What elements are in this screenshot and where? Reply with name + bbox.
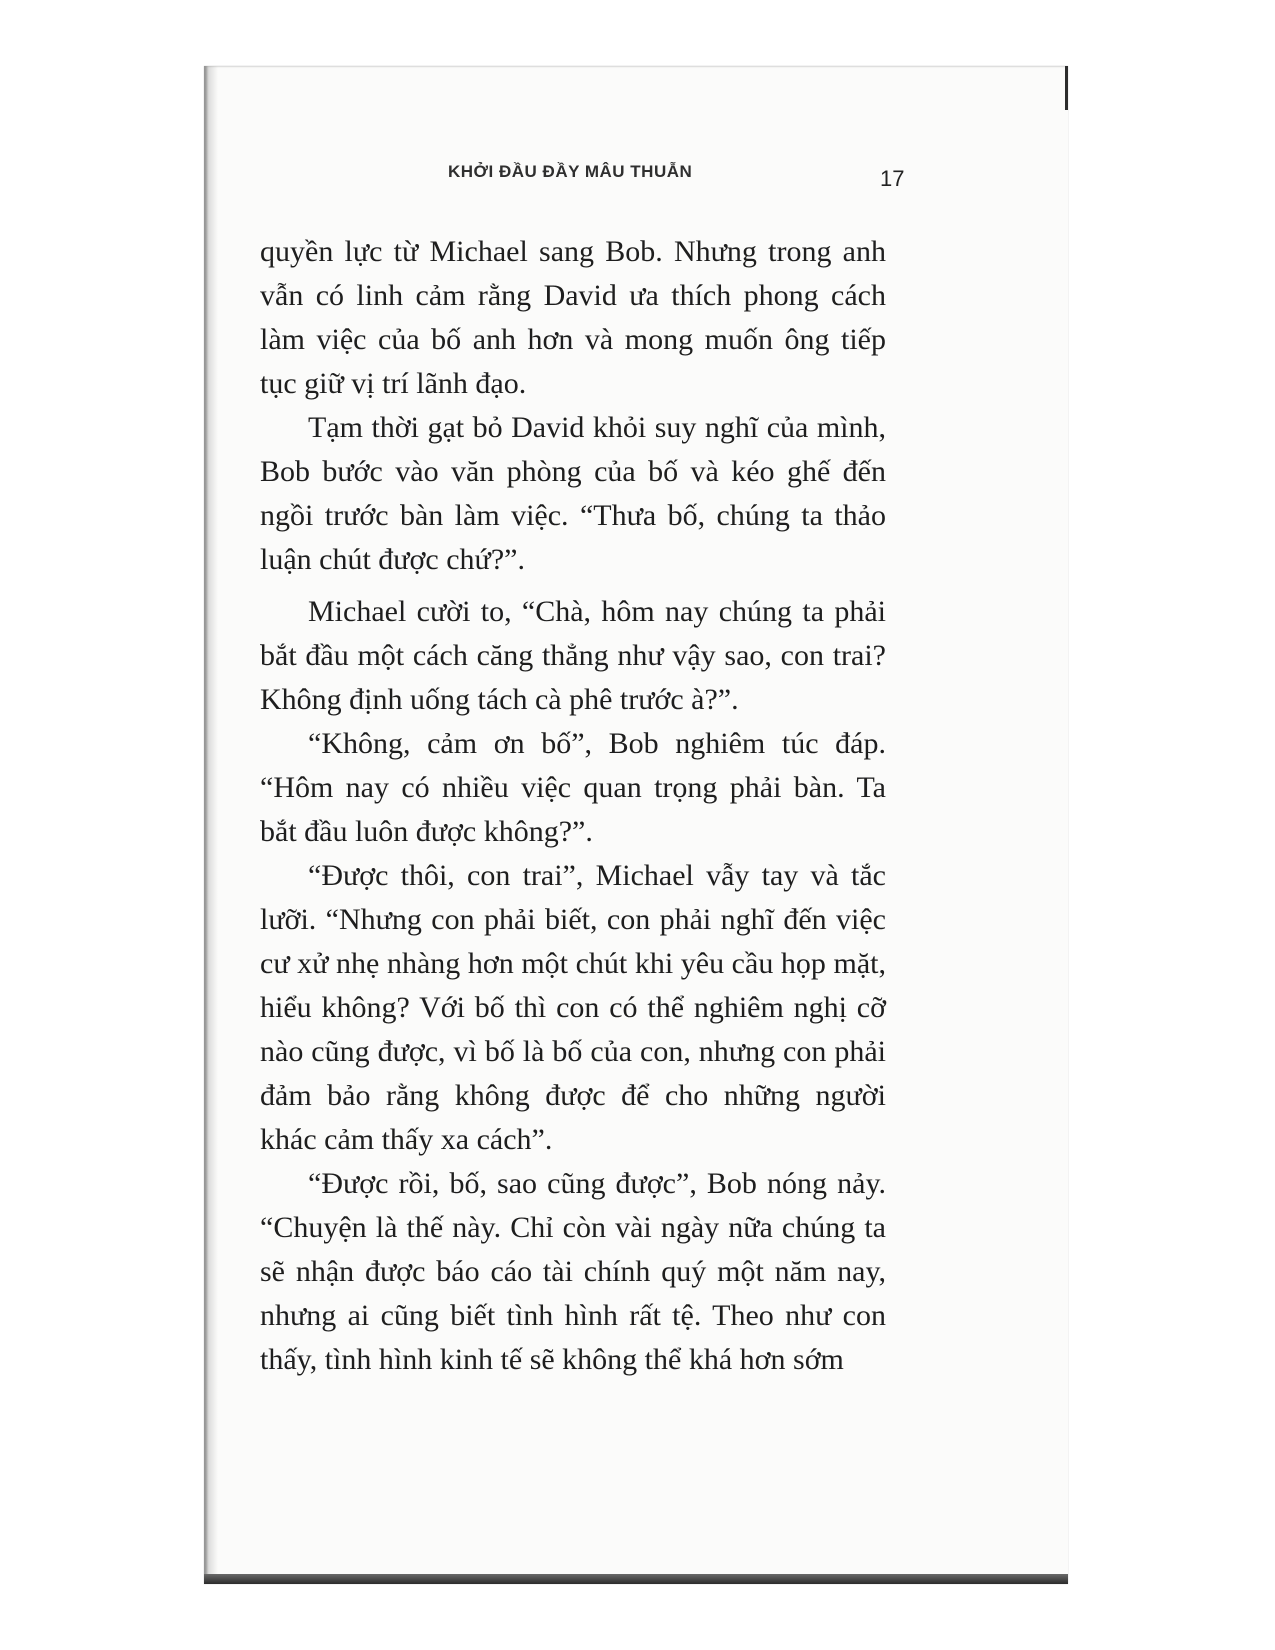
spine-shadow [204,66,218,1584]
paragraph: quyền lực từ Michael sang Bob. Nhưng trong anh vẫn có linh cảm rằng David ưa thích phong cách làm việc của bố anh hơn và mong muốn ông tiếp tục giữ vị trí lãnh đạo. [260,235,886,400]
paragraph: “Không, cảm ơn bố”, Bob nghiêm túc đáp. “Hôm nay có nhiều việc quan trọng phải bàn. Ta bắt đầu luôn được không?”. [260,727,886,848]
paragraph: “Được thôi, con trai”, Michael vẫy tay và tắc lưỡi. “Nhưng con phải biết, con phải nghĩ đến việc cư xử nhẹ nhàng hơn một chút khi yêu cầu họp mặt, hiểu không? Với bố thì con có thể nghiêm nghị cỡ nào cũng được, vì bố là bố của con, nhưng con phải đảm bảo rằng không được để cho những người khác cảm thấy xa cách”. [260,859,886,1156]
chapter-title: KHỞI ĐẦU ĐẦY MÂU THUẪN [448,162,693,181]
paragraph: Michael cười to, “Chà, hôm nay chúng ta phải bắt đầu một cách căng thẳng như vậy sao, con trai? Không định uống tách cà phê trước à?”. [260,595,886,716]
book-page [204,66,1068,1584]
paragraph: “Được rồi, bố, sao cũng được”, Bob nóng nảy. “Chuyện là thế này. Chỉ còn vài ngày nữa chúng ta sẽ nhận được báo cáo tài chính quý một năm nay, nhưng ai cũng biết tình hình rất tệ. Theo như con thấy, tình hình kinh tế sẽ không thể khá hơn sớm [260,1167,886,1376]
page-bottom-edge [204,1574,1068,1584]
running-header [204,162,1068,202]
page-edge-mark [1065,66,1068,110]
page-number: 17 [880,166,905,191]
body-text [260,230,886,1382]
paragraph: Tạm thời gạt bỏ David khỏi suy nghĩ của mình, Bob bước vào văn phòng của bố và kéo ghế đến ngồi trước bàn làm việc. “Thưa bố, chúng ta thảo luận chút được chứ?”. [260,411,886,576]
